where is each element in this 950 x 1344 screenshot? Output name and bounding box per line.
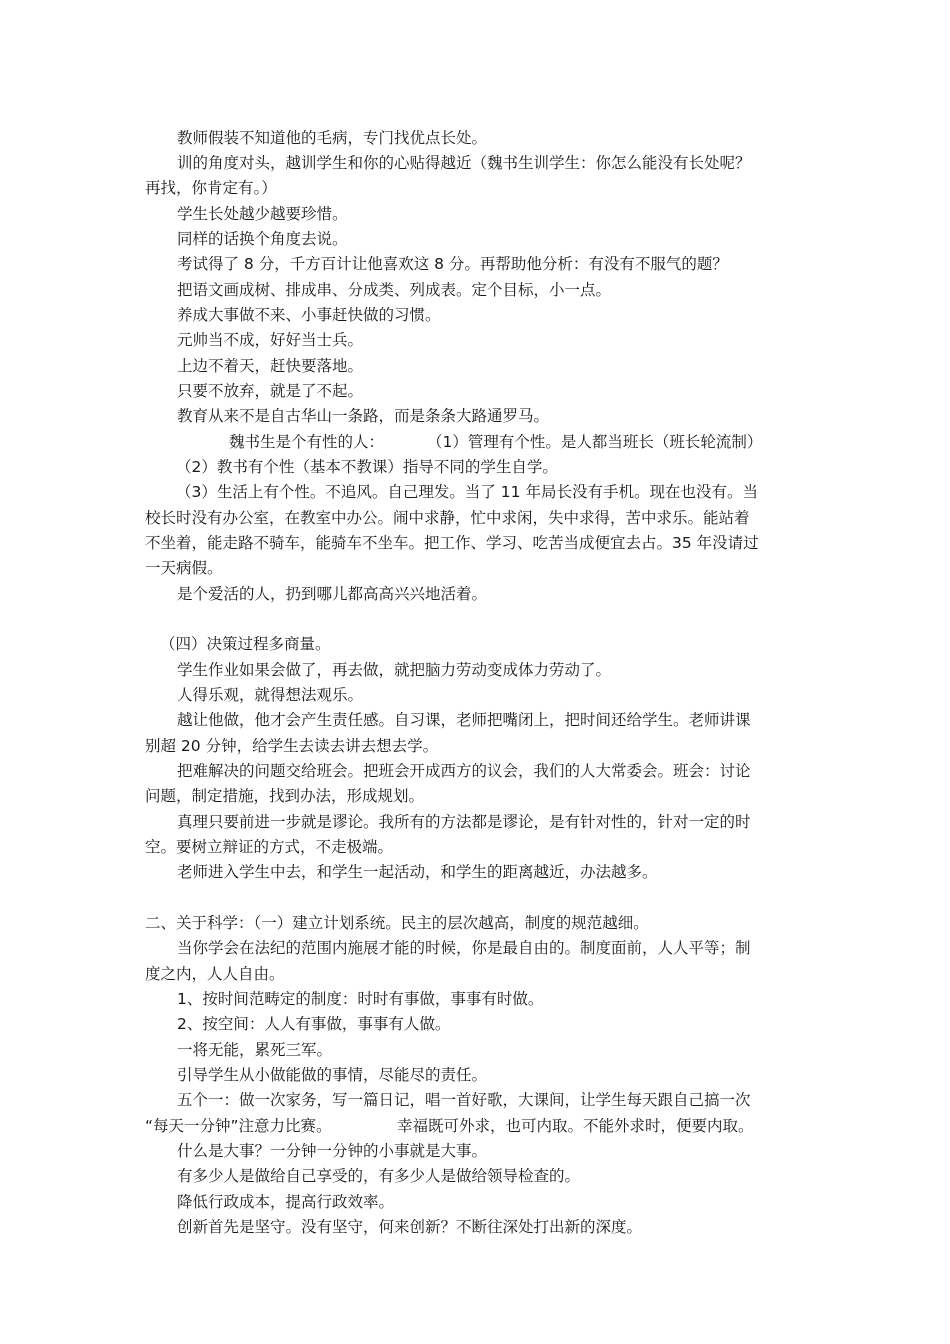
text-line: 什么是大事？一分钟一分钟的小事就是大事。 [177, 1142, 488, 1160]
text-line: 一将无能，累死三军。 [177, 1041, 333, 1059]
text-line: 老师进入学生中去，和学生一起活动，和学生的距离越近，办法越多。 [177, 863, 658, 881]
text-line: 幸福既可外求，也可内取。不能外求时，便要内取。 [397, 1117, 754, 1135]
text-line: 当你学会在法纪的范围内施展才能的时候，你是最自由的。制度面前，人人平等；制 [177, 939, 751, 957]
text-line: 考试得了 8 分，千方百计让他喜欢这 8 分。再帮助他分析：有没有不服气的题？ [177, 255, 728, 273]
text-line: 只要不放弃，就是了不起。 [177, 382, 364, 400]
section-heading: （四）决策过程多商量。 [160, 635, 331, 653]
text-line: 别超 20 分钟，给学生去读去讲去想去学。 [145, 737, 439, 755]
text-line: （3）生活上有个性。不追风。自己理发。当了 11 年局长没有手机。现在也没有。当 [176, 483, 758, 501]
text-line: 度之内，人人自由。 [145, 965, 285, 983]
text-line: 教师假装不知道他的毛病，专门找优点长处。 [177, 129, 488, 147]
text-line: 学生长处越少越要珍惜。 [177, 205, 348, 223]
text-line: 引导学生从小做能做的事情，尽能尽的责任。 [177, 1066, 488, 1084]
text-line: 一天病假。 [145, 559, 223, 577]
text-line: 训的角度对头，越训学生和你的心贴得越近（魏书生训学生：你怎么能没有长处呢？ [177, 154, 751, 172]
text-line: （2）教书有个性（基本不教课）指导不同的学生自学。 [176, 458, 558, 476]
text-line: 魏书生是个有性的人： [229, 433, 385, 451]
text-line: 2、按空间：人人有事做，事事有人做。 [177, 1015, 451, 1033]
text-line: 把语文画成树、排成串、分成类、列成表。定个目标，小一点。 [177, 281, 612, 299]
text-line: 再找，你肯定有。） [145, 179, 277, 197]
text-line: 同样的话换个角度去说。 [177, 230, 348, 248]
text-line: 教育从来不是自古华山一条路，而是条条大路通罗马。 [177, 407, 550, 425]
text-line: 学生作业如果会做了，再去做，就把脑力劳动变成体力劳动了。 [177, 661, 612, 679]
text-line: 创新首先是坚守。没有坚守，何来创新？不断往深处打出新的深度。 [177, 1218, 643, 1236]
text-line: （1）管理有个性。是人都当班长（班长轮流制） [427, 433, 763, 451]
text-line: 不坐着，能走路不骑车，能骑车不坐车。把工作、学习、吃苦当成便宜去占。35 年没请过 [145, 534, 759, 552]
text-line: 元帅当不成，好好当士兵。 [177, 331, 364, 349]
text-line: 降低行政成本，提高行政效率。 [177, 1193, 395, 1211]
text-line: 人得乐观，就得想法观乐。 [177, 686, 364, 704]
section-heading: 二、关于科学：（一）建立计划系统。民主的层次越高，制度的规范越细。 [145, 914, 649, 932]
text-line: 养成大事做不来、小事赶快做的习惯。 [177, 306, 441, 324]
text-line: 上边不着天，赶快要落地。 [177, 357, 364, 375]
text-line: 把难解决的问题交给班会。把班会开成西方的议会，我们的人大常委会。班会：讨论 [177, 762, 751, 780]
text-line: 真理只要前进一步就是谬论。我所有的方法都是谬论，是有针对性的，针对一定的时 [177, 813, 751, 831]
text-line: 五个一：做一次家务，写一篇日记，唱一首好歌，大课间，让学生每天跟自己搞一次 [177, 1091, 751, 1109]
text-line: 是个爱活的人，扔到哪儿都高高兴兴地活着。 [177, 585, 488, 603]
text-line: 有多少人是做给自己享受的，有多少人是做给领导检查的。 [177, 1167, 581, 1185]
text-line: 1、按时间范畴定的制度：时时有事做，事事有时做。 [177, 990, 544, 1008]
text-line: 校长时没有办公室，在教室中办公。闹中求静，忙中求闲，失中求得，苦中求乐。能站着 [145, 509, 750, 527]
text-line: 问题，制定措施，找到办法，形成规划。 [145, 787, 425, 805]
text-line: “每天一分钟”注意力比赛。 [145, 1117, 332, 1135]
text-line: 越让他做，他才会产生责任感。自习课，老师把嘴闭上，把时间还给学生。老师讲课 [177, 711, 751, 729]
text-line: 空。要树立辩证的方式，不走极端。 [145, 838, 394, 856]
